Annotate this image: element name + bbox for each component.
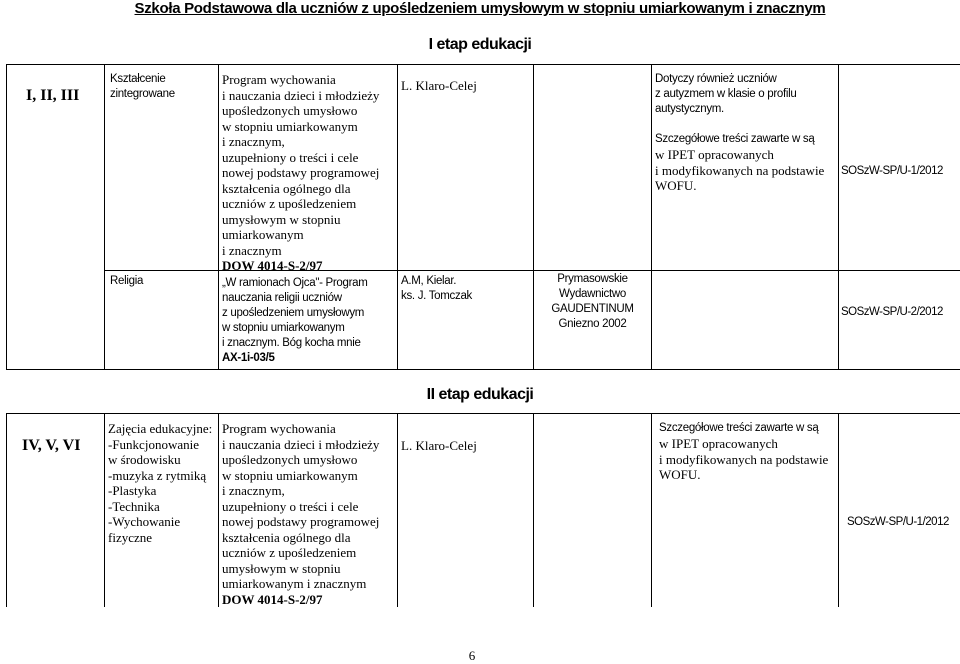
page-number: 6 [468, 648, 476, 663]
author-cell-1: L. Klaro-Celej [401, 78, 477, 93]
notes-cell-2: Szczegółowe treści zawarte w są w IPET opracowanych i modyfikowanych na podstawie WOFU. [659, 422, 829, 482]
registry-number-2: SOSzW-SP/U-2/2012 [841, 306, 943, 318]
grades-label-1: I, II, III [26, 87, 80, 104]
registry-number-1: SOSzW-SP/U-1/2012 [841, 165, 943, 177]
document-title: Szkoła Podstawowa dla uczniów z upośledzeniem umysłowym w stopniu umiarkowanym i znacznym [134, 0, 826, 17]
subject-cell-1: Kształcenie zintegrowane [110, 73, 175, 100]
stage-heading-1: I etap edukacji [428, 36, 532, 53]
program-code-1: DOW 4014-S-2/97 [222, 258, 323, 273]
author-cell-2: L. Klaro-Celej [401, 438, 477, 453]
subject-cell-religion: Religia [110, 275, 144, 287]
author-cell-religion: A.M, Kielar. ks. J. Tomczak [401, 275, 472, 302]
notes-cell-1: Dotyczy również uczniów z autyzmem w klasie o profilu autystycznym. Szczegółowe treści zawarte w są w IPET opracowanych i modyfikowanych na podstawie WOFU. [655, 73, 825, 193]
publisher-cell-religion: Prymasowskie Wydawnictwo GAUDENTINUM Gniezno 2002 [551, 273, 634, 330]
subject-cell-2: Zajęcia edukacyjne: -Funkcjonowanie w środowisku -muzyka z rytmiką -Plastyka -Technika -Wychowanie fizyczne [108, 421, 213, 545]
program-cell-1: Program wychowania i nauczania dzieci i młodzieży upośledzonych umysłowo w stopniu umiarkowanym i znacznym, uzupełniony o treści i cele nowej podstawy programowej kształcenia ogólnego dla uczniów z upośledzeniem umysłowym w stopniu umiarkowanym i znacznym DOW 4014-S-2/97 [222, 72, 380, 273]
program-cell-religion: „W ramionach Ojca"- Program nauczania religii uczniów z upośledzeniem umysłowym w stopniu umiarkowanym i znacznym. Bóg kocha mnie AX-1i-03/5 [222, 277, 368, 364]
registry-number-3: SOSzW-SP/U-1/2012 [847, 516, 949, 528]
stage-heading-2: II etap edukacji [426, 386, 534, 403]
program-code-religion: AX-1i-03/5 [222, 352, 275, 364]
program-code-2: DOW 4014-S-2/97 [222, 591, 323, 607]
program-cell-2: Program wychowania i nauczania dzieci i młodzieży upośledzonych umysłowo w stopniu umiarkowanym i znacznym, uzupełniony o treści i cele nowej podstawy programowej kształcenia ogólnego dla uczniów z upośledzeniem umysłowym w stopniu umiarkowanym i znacznym DOW 4014-S-2/97 [222, 421, 380, 607]
grades-label-2: IV, V, VI [22, 437, 81, 454]
